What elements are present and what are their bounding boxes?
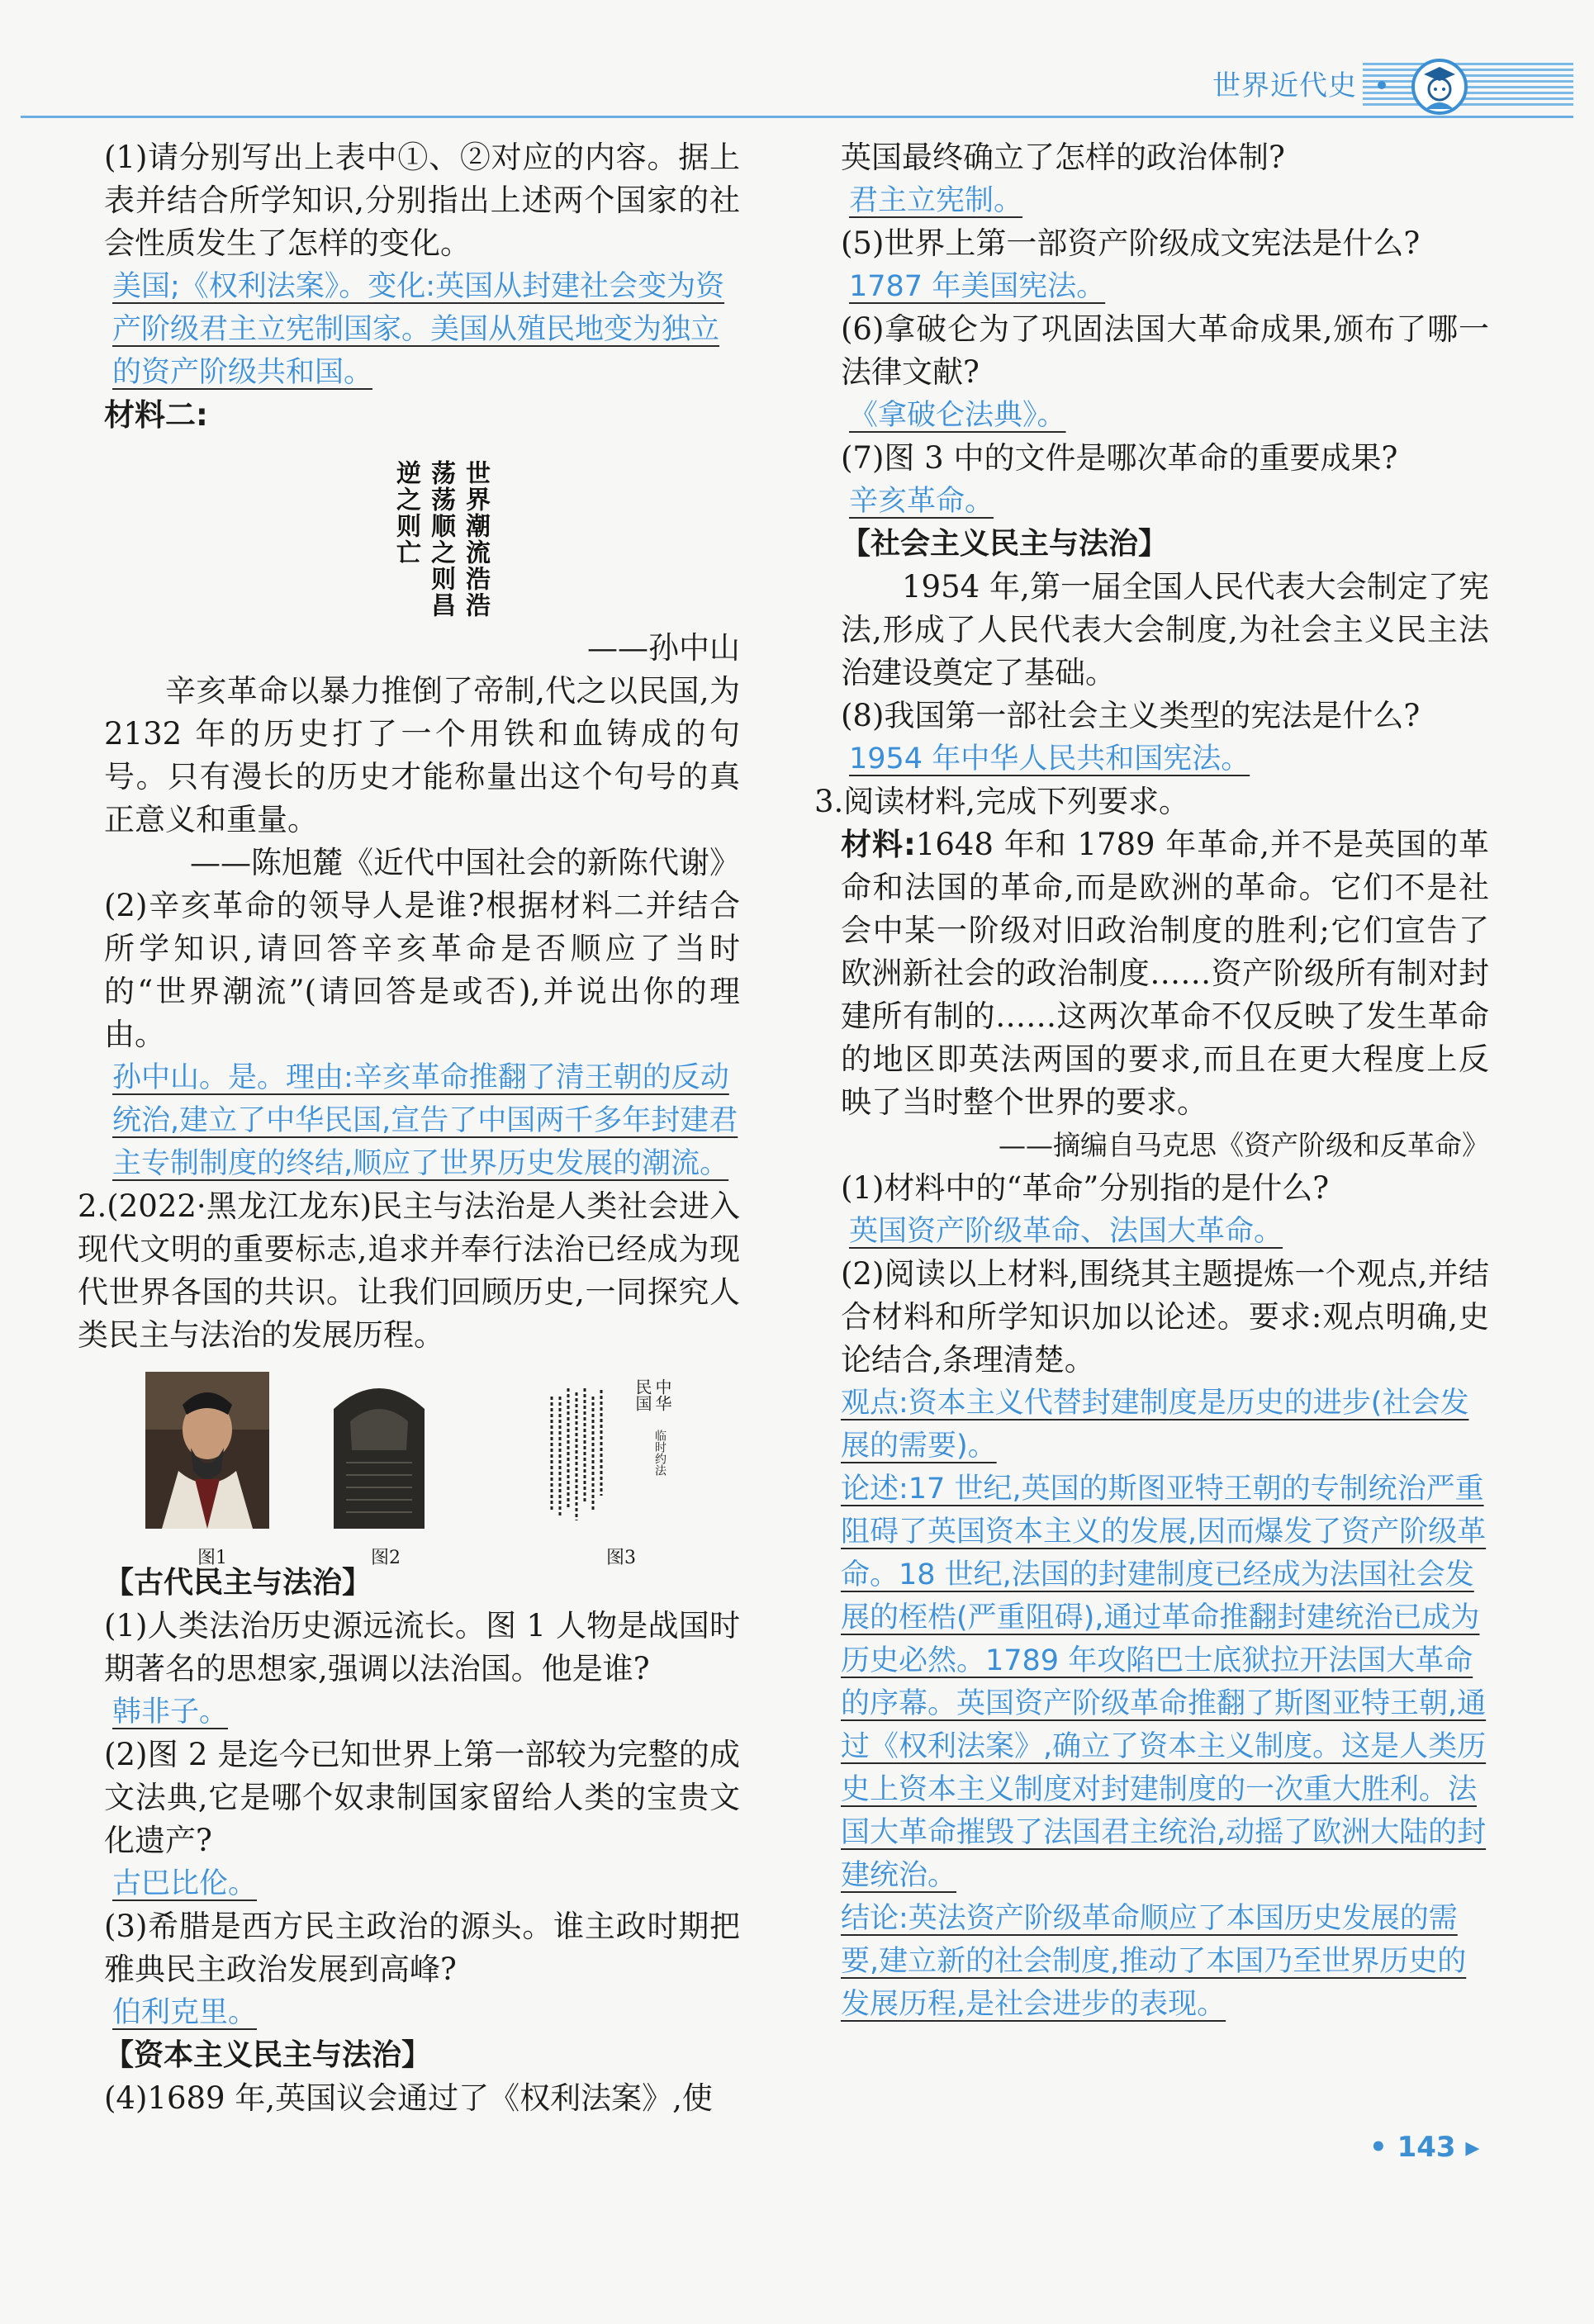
question-2-intro: 2.(2022·黑龙江龙东)民主与法治是人类社会进入现代文明的重要标志,追求并奉行法治已经成为现代世界各国的共识。让我们回顾历史,一同探究人类民主与法治的发展历程。 — [78, 1188, 740, 1353]
answer-2-8: 1954 年中华人民共和国宪法。 — [849, 742, 1250, 775]
figures — [104, 1364, 740, 1568]
material-2-label: 材料二: — [104, 397, 208, 433]
answer-2-1: 韩非子。 — [112, 1696, 229, 1729]
answer-2-7: 辛亥革命。 — [849, 485, 994, 518]
question-2-2: (2)图 2 是迄今已知世界上第一部较为完整的成文法典,它是哪个奴隶制国家留给人类的宝贵文化遗产? — [104, 1737, 740, 1858]
question-2-3: (3)希腊是西方民主政治的源头。谁主政时期把雅典民主政治发展到高峰? — [104, 1909, 740, 1987]
answer-2-4: 君主立宪制。 — [849, 184, 1023, 217]
figure-1-caption: 图1 — [197, 1548, 227, 1568]
header-dot — [1378, 81, 1386, 89]
figure-2-caption: 图2 — [371, 1548, 401, 1568]
left-column — [78, 136, 740, 2120]
figure-1-portrait — [145, 1372, 269, 1529]
page-number: • 143 ▸ — [1369, 2131, 1480, 2164]
figure-3-text-2: 民国 — [633, 1378, 652, 1411]
question-1-1: (1)请分别写出上表中①、②对应的内容。据上表并结合所学知识,分别指出上述两个国家的社会性质发生了怎样的变化。 — [104, 140, 740, 261]
figure-3-text-1: 中华 — [652, 1378, 672, 1411]
figure-3-text-3: 临时约法 — [653, 1430, 667, 1476]
question-2-5: (5)世界上第一部资产阶级成文宪法是什么? — [841, 225, 1421, 261]
question-2-1: (1)人类法治历史源远流长。图 1 人物是战国时期著名的思想家,强调以法治国。他是谁? — [104, 1608, 740, 1686]
question-2-6: (6)拿破仑为了巩固法国大革命成果,颁布了哪一法律文献? — [841, 311, 1489, 390]
material-3-source: ——摘编自马克思《资产阶级和反革命》 — [999, 1129, 1489, 1161]
material-2-text: 辛亥革命以暴力推倒了帝制,代之以民国,为 2132 年的历史打了一个用铁和血铸成的句号。只有漫长的历史才能称量出这个句号的真正意义和重量。 — [104, 673, 740, 837]
answer-2-5: 1787 年美国宪法。 — [849, 270, 1106, 303]
question-2-4-part2: 英国最终确立了怎样的政治体制? — [841, 140, 1285, 175]
answer-2-2: 古巴比伦。 — [112, 1867, 258, 1900]
material-2-source: ——陈旭麓《近代中国社会的新陈代谢》 — [190, 845, 740, 880]
calligraphy-col-2: 荡荡顺之则昌 — [426, 460, 455, 619]
answer-2-3: 伯利克里。 — [112, 1996, 258, 2029]
question-3-1: (1)材料中的“革命”分别指的是什么? — [841, 1170, 1330, 1206]
socialist-text: 1954 年,第一届全国人民代表大会制定了宪法,形成了人民代表大会制度,为社会主义民主法治建设奠定了基础。 — [841, 569, 1489, 690]
question-2-4-part1: (4)1689 年,英国议会通过了《权利法案》,使 — [104, 2080, 713, 2116]
question-2-8: (8)我国第一部社会主义类型的宪法是什么? — [841, 698, 1421, 733]
material-3-label: 材料: — [841, 827, 916, 862]
section-capitalist: 【资本主义民主与法治】 — [104, 2038, 432, 2072]
calligraphy-col-1: 世界潮流浩浩 — [461, 460, 490, 619]
header-rule — [21, 116, 1573, 118]
answer-3-1: 英国资产阶级革命、法国大革命。 — [849, 1215, 1283, 1248]
material-3 — [841, 823, 1489, 1124]
question-3-2: (2)阅读以上材料,围绕其主题提炼一个观点,并结合材料和所学知识加以论述。要求:观点明确,史论结合,条理清楚。 — [841, 1256, 1489, 1378]
answer-3-2-view: 观点:资本主义代替封建制度是历史的进步(社会发展的需要)。 — [841, 1387, 1469, 1463]
figure-3-caption: 图3 — [606, 1548, 636, 1568]
calligraphy-source: ——孙中山 — [587, 630, 740, 666]
header-title: 世界近代史 — [1212, 69, 1357, 102]
material-3-text: 1648 年和 1789 年革命,并不是英国的革命和法国的革命,而是欧洲的革命。它们不是社会中某一阶级对旧政治制度的胜利;它们宣告了欧洲新社会的政治制度……资产阶级所有制对封建所有制的……这两次革命不仅反映了发生革命的地区即英法两国的要求,而且在更大程度上反映了当时整个世界的要求。 — [841, 827, 1489, 1120]
section-socialist: 【社会主义民主与法治】 — [841, 527, 1169, 561]
question-1-2: (2)辛亥革命的领导人是谁?根据材料二并结合所学知识,请回答辛亥革命是否顺应了当时的“世界潮流”(请回答是或否),并说出你的理由。 — [104, 888, 740, 1052]
calligraphy-col-3: 逆之则亡 — [391, 460, 420, 566]
section-ancient: 【古代民主与法治】 — [104, 1566, 372, 1600]
right-column — [814, 136, 1489, 2026]
answer-1-1: 美国;《权利法案》。变化:英国从封建社会变为资产阶级君主立宪制国家。美国从殖民地变为独立的资产阶级共和国。 — [112, 270, 725, 389]
student-avatar-icon — [1411, 58, 1468, 116]
answer-2-6: 《拿破仑法典》。 — [849, 399, 1066, 432]
question-2-7: (7)图 3 中的文件是哪次革命的重要成果? — [841, 440, 1398, 476]
answer-1-2: 孙中山。是。理由:辛亥革命推翻了清王朝的反动统治,建立了中华民国,宣告了中国两千多年封建君主专制制度的终结,顺应了世界历史发展的潮流。 — [112, 1061, 738, 1180]
answer-3-2-conclusion: 结论:英法资产阶级革命顺应了本国历史发展的需要,建立新的社会制度,推动了本国乃至世界历史的发展历程,是社会进步的表现。 — [841, 1902, 1467, 2021]
question-3-intro: 3.阅读材料,完成下列要求。 — [814, 784, 1190, 819]
calligraphy — [368, 460, 492, 619]
answer-3-2-argument: 论述:17 世纪,英国的斯图亚特王朝的专制统治严重阻碍了英国资本主义的发展,因而爆发了资产阶级革命。18 世纪,法国的封建制度已经成为法国社会发展的桎梏(严重阻碍),通过革命推翻封建统治已成为历史必然。1789 年攻陷巴士底狱拉开法国大革命的序幕。英国资产阶级革命推翻了斯图亚特王朝,通过《权利法案》,确立了资本主义制度。这是人类历史上资本主义制度对封建制度的一次重大胜利。法国大革命摧毁了法国君主统治,动摇了欧洲大陆的封建统治。 — [841, 1473, 1487, 1892]
page-number-value: 143 — [1397, 2131, 1456, 2164]
figure-2-stele — [317, 1372, 441, 1529]
